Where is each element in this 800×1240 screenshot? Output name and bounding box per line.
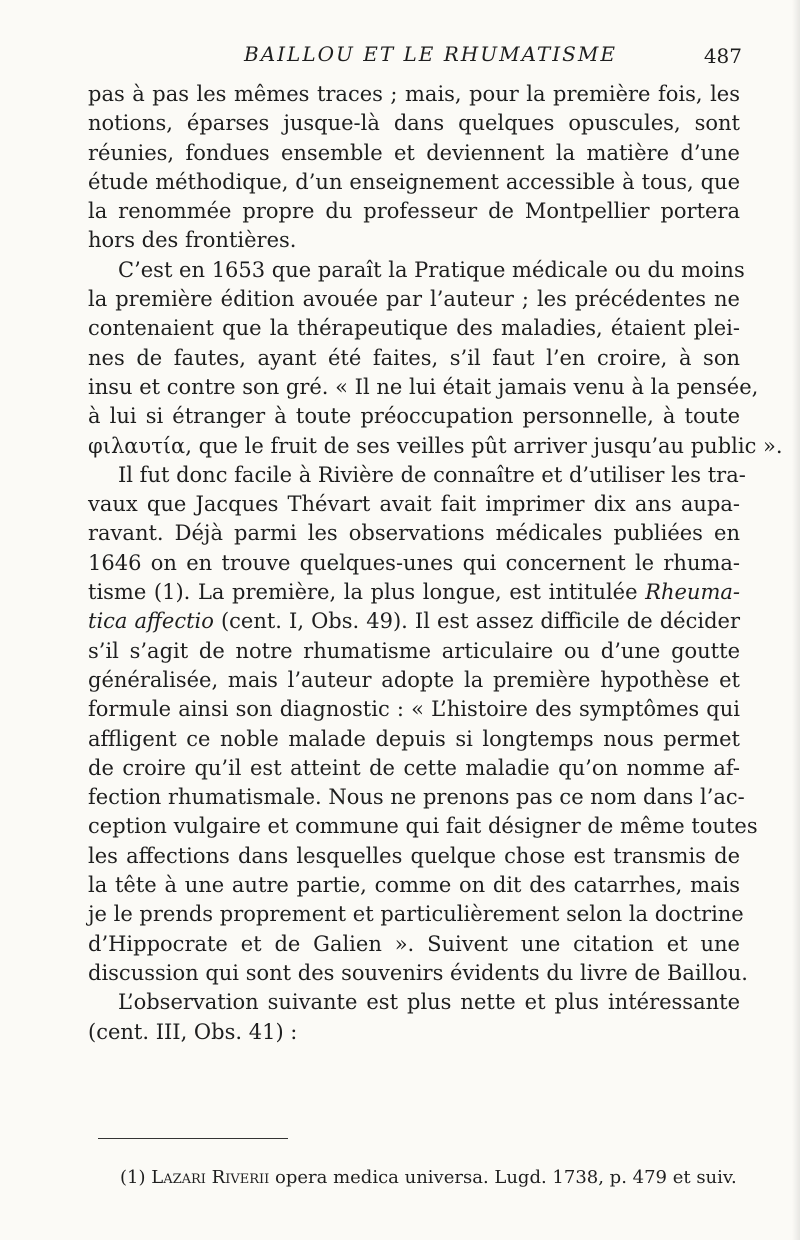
italic-title: Rheuma- <box>645 580 740 605</box>
text-line: s’il s’agit de notre rhumatisme articulaire ou d’une goutte <box>88 638 740 663</box>
text-line: généralisée, mais l’auteur adopte la première hypothèse et <box>88 667 740 692</box>
text-line: de croire qu’il est atteint de cette maladie qu’on nomme af- <box>88 755 740 780</box>
running-head <box>110 38 742 68</box>
text-line: contenaient que la thérapeutique des maladies, étaient plei- <box>88 316 740 341</box>
text-line: je le prends proprement et particulièrement selon la doctrine <box>88 902 744 927</box>
text-line: φιλαυτία, que le fruit de ses veilles pût arriver jusqu’au public ». <box>88 433 783 458</box>
italic-title: tica affectio <box>88 609 214 634</box>
text-line: formule ainsi son diagnostic : « L’histoire des symptômes qui <box>88 697 740 722</box>
footnote-marker: (1) <box>120 1167 146 1188</box>
body-text <box>88 80 783 1047</box>
text-line: affligent ce noble malade depuis si longtemps nous permet <box>88 726 740 751</box>
text-line: d’Hippocrate et de Galien ». Suivent une citation et une <box>88 931 740 956</box>
text-line: notions, éparses jusque-là dans quelques opuscules, sont <box>88 111 740 136</box>
text-line: à lui si étranger à toute préoccupation personnelle, à toute <box>88 404 740 429</box>
text-line: tica affectio (cent. I, Obs. 49). Il est assez difficile de décider <box>88 609 740 634</box>
text-line: la première édition avouée par l’auteur ; les précédentes ne <box>88 287 740 312</box>
footnote-text: opera medica universa. Lugd. 1738, p. 479 et suiv. <box>269 1167 737 1188</box>
scan-shadow <box>792 0 800 1240</box>
text-line: nes de fautes, ayant été faites, s’il faut l’en croire, à son <box>88 345 740 370</box>
running-head-title: BAILLOU ET LE RHUMATISME <box>244 42 617 66</box>
text-line: fection rhumatismale. Nous ne prenons pas ce nom dans l’ac- <box>88 785 745 810</box>
paragraph-start-line: L’observation suivante est plus nette et plus intéressante <box>118 990 740 1015</box>
text-line: tisme (1). La première, la plus longue, est intitulée Rheuma- <box>88 580 740 605</box>
text-line: 1646 on en trouve quelques-unes qui concernent le rhuma- <box>88 550 740 575</box>
text-line: étude méthodique, d’un enseignement accessible à tous, que <box>88 169 740 194</box>
text-line: réunies, fondues ensemble et deviennent la matière d’une <box>88 140 740 165</box>
text-line: discussion qui sont des souvenirs évidents du livre de Baillou. <box>88 960 748 985</box>
text-line: ception vulgaire et commune qui fait désigner de même toutes <box>88 814 758 839</box>
text-line: ravant. Déjà parmi les observations médicales publiées en <box>88 521 740 546</box>
text-line: pas à pas les mêmes traces ; mais, pour la première fois, les <box>88 82 740 106</box>
text-line: insu et contre son gré. « Il ne lui était jamais venu à la pensée, <box>88 374 759 399</box>
paragraph-start-line: C’est en 1653 que paraît la Pratique médicale ou du moins <box>118 257 745 282</box>
paragraph-start-line: Il fut donc facile à Rivière de connaître et d’utiliser les tra- <box>118 462 746 487</box>
text-line: (cent. III, Obs. 41) : <box>88 1019 298 1044</box>
text-line: la renommée propre du professeur de Montpellier portera <box>88 199 740 224</box>
text-line: les affections dans lesquelles quelque chose est transmis de <box>88 843 740 868</box>
text-line: la tête à une autre partie, comme on dit des catarrhes, mais <box>88 873 740 898</box>
footnote <box>120 1166 740 1190</box>
footnote-separator <box>98 1138 288 1139</box>
text-line: vaux que Jacques Thévart avait fait imprimer dix ans aupa- <box>88 492 740 517</box>
page-number: 487 <box>703 44 742 68</box>
text-line: hors des frontières. <box>88 228 297 253</box>
footnote-author: Lazari Riverii <box>151 1167 270 1188</box>
